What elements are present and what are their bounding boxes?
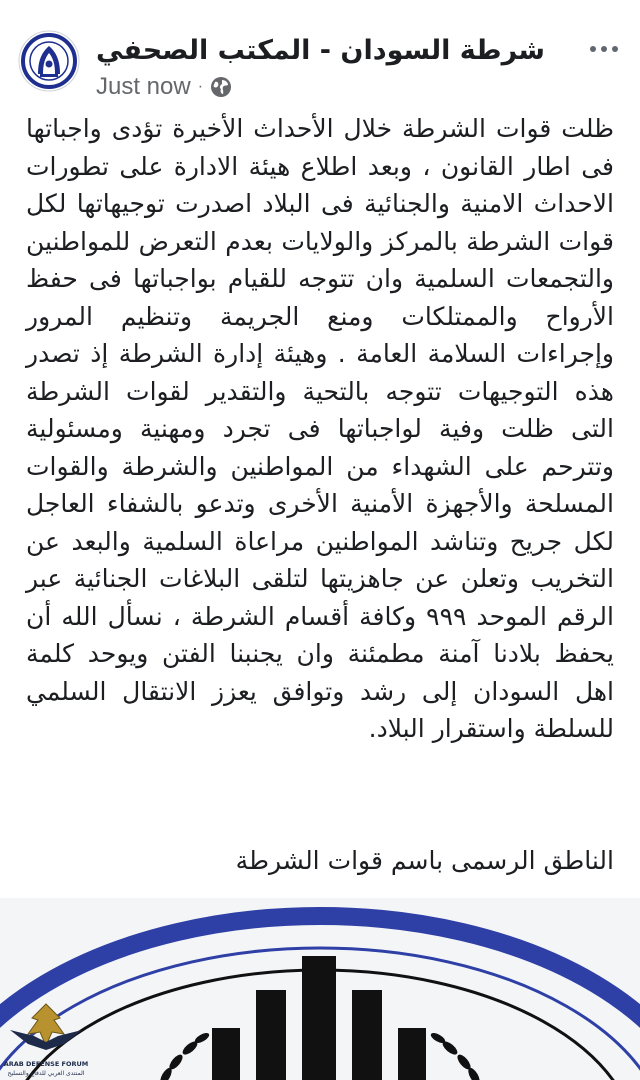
post-body-paragraph: ظلت قوات الشرطة خلال الأحداث الأخيرة تؤدى واجباتها فى اطار القانون ، وبعد اطلاع هيئة الادارة على تطورات الاحداث الامنية والجنائية فى البلاد اصدرت توجيهاتها لكل قوات الشرطة بالمركز والولايات بعدم التعرض للمواطنين والتجمعات السلمية وان تتوجه للقيام بواجباتها فى حفظ الأرواح والممتلكات ومنع الجريمة وتنظيم المرور وإجراءات السلامة العامة . وهيئة إدارة الشرطة إذ تصدر هذه التوجيهات تتوجه بالتحية والتقدير لقوات الشرطة التى ظلت وفية لواجباتها فى تجرد ومهنية ومسئولية وتترحم على الشهداء من المواطنين والشرطة والقوات المسلحة والأجهزة الأمنية الأخرى وتدعو بالشفاء العاجل لكل جريح وتناشد المواطنين مراعاة السلمية والبعد عن التخريب وتعلن عن جاهزيتها لتلقى البلاغات الجنائية عبر الرقم الموحد ٩٩٩ وكافة أقسام الشرطة ، نسأل الله أن يحفظ بلادنا آمنة مطمئنة وان يجنبنا الفتن ويوحد كلمة اهل السودان إلى رشد وتوافق يعزز الانتقال السلمي للسلطة واستقرار البلاد. xyxy=(26,114,614,743)
more-options-button[interactable] xyxy=(584,34,624,64)
post-header xyxy=(0,0,640,110)
post-signature: الناطق الرسمى باسم قوات الشرطة xyxy=(235,846,614,875)
police-emblem-image xyxy=(0,898,640,1080)
post-timestamp[interactable]: Just now xyxy=(96,73,191,100)
meta-separator: · xyxy=(197,78,204,95)
watermark-text: ARAB DEFENSE FORUM xyxy=(4,1060,88,1068)
watermark-subtext: المنتدى العربي للدفاع والتسليح xyxy=(7,1070,85,1077)
globe-icon[interactable] xyxy=(210,76,232,98)
police-emblem-icon xyxy=(18,30,80,92)
post-image[interactable] xyxy=(0,898,640,1080)
more-horizontal-icon xyxy=(590,46,596,52)
post-text xyxy=(26,110,614,748)
watermark-logo xyxy=(4,1000,88,1078)
post-meta xyxy=(96,72,232,102)
page-name[interactable]: شرطة السودان - المكتب الصحفي xyxy=(96,35,545,66)
page-avatar[interactable] xyxy=(18,30,80,92)
